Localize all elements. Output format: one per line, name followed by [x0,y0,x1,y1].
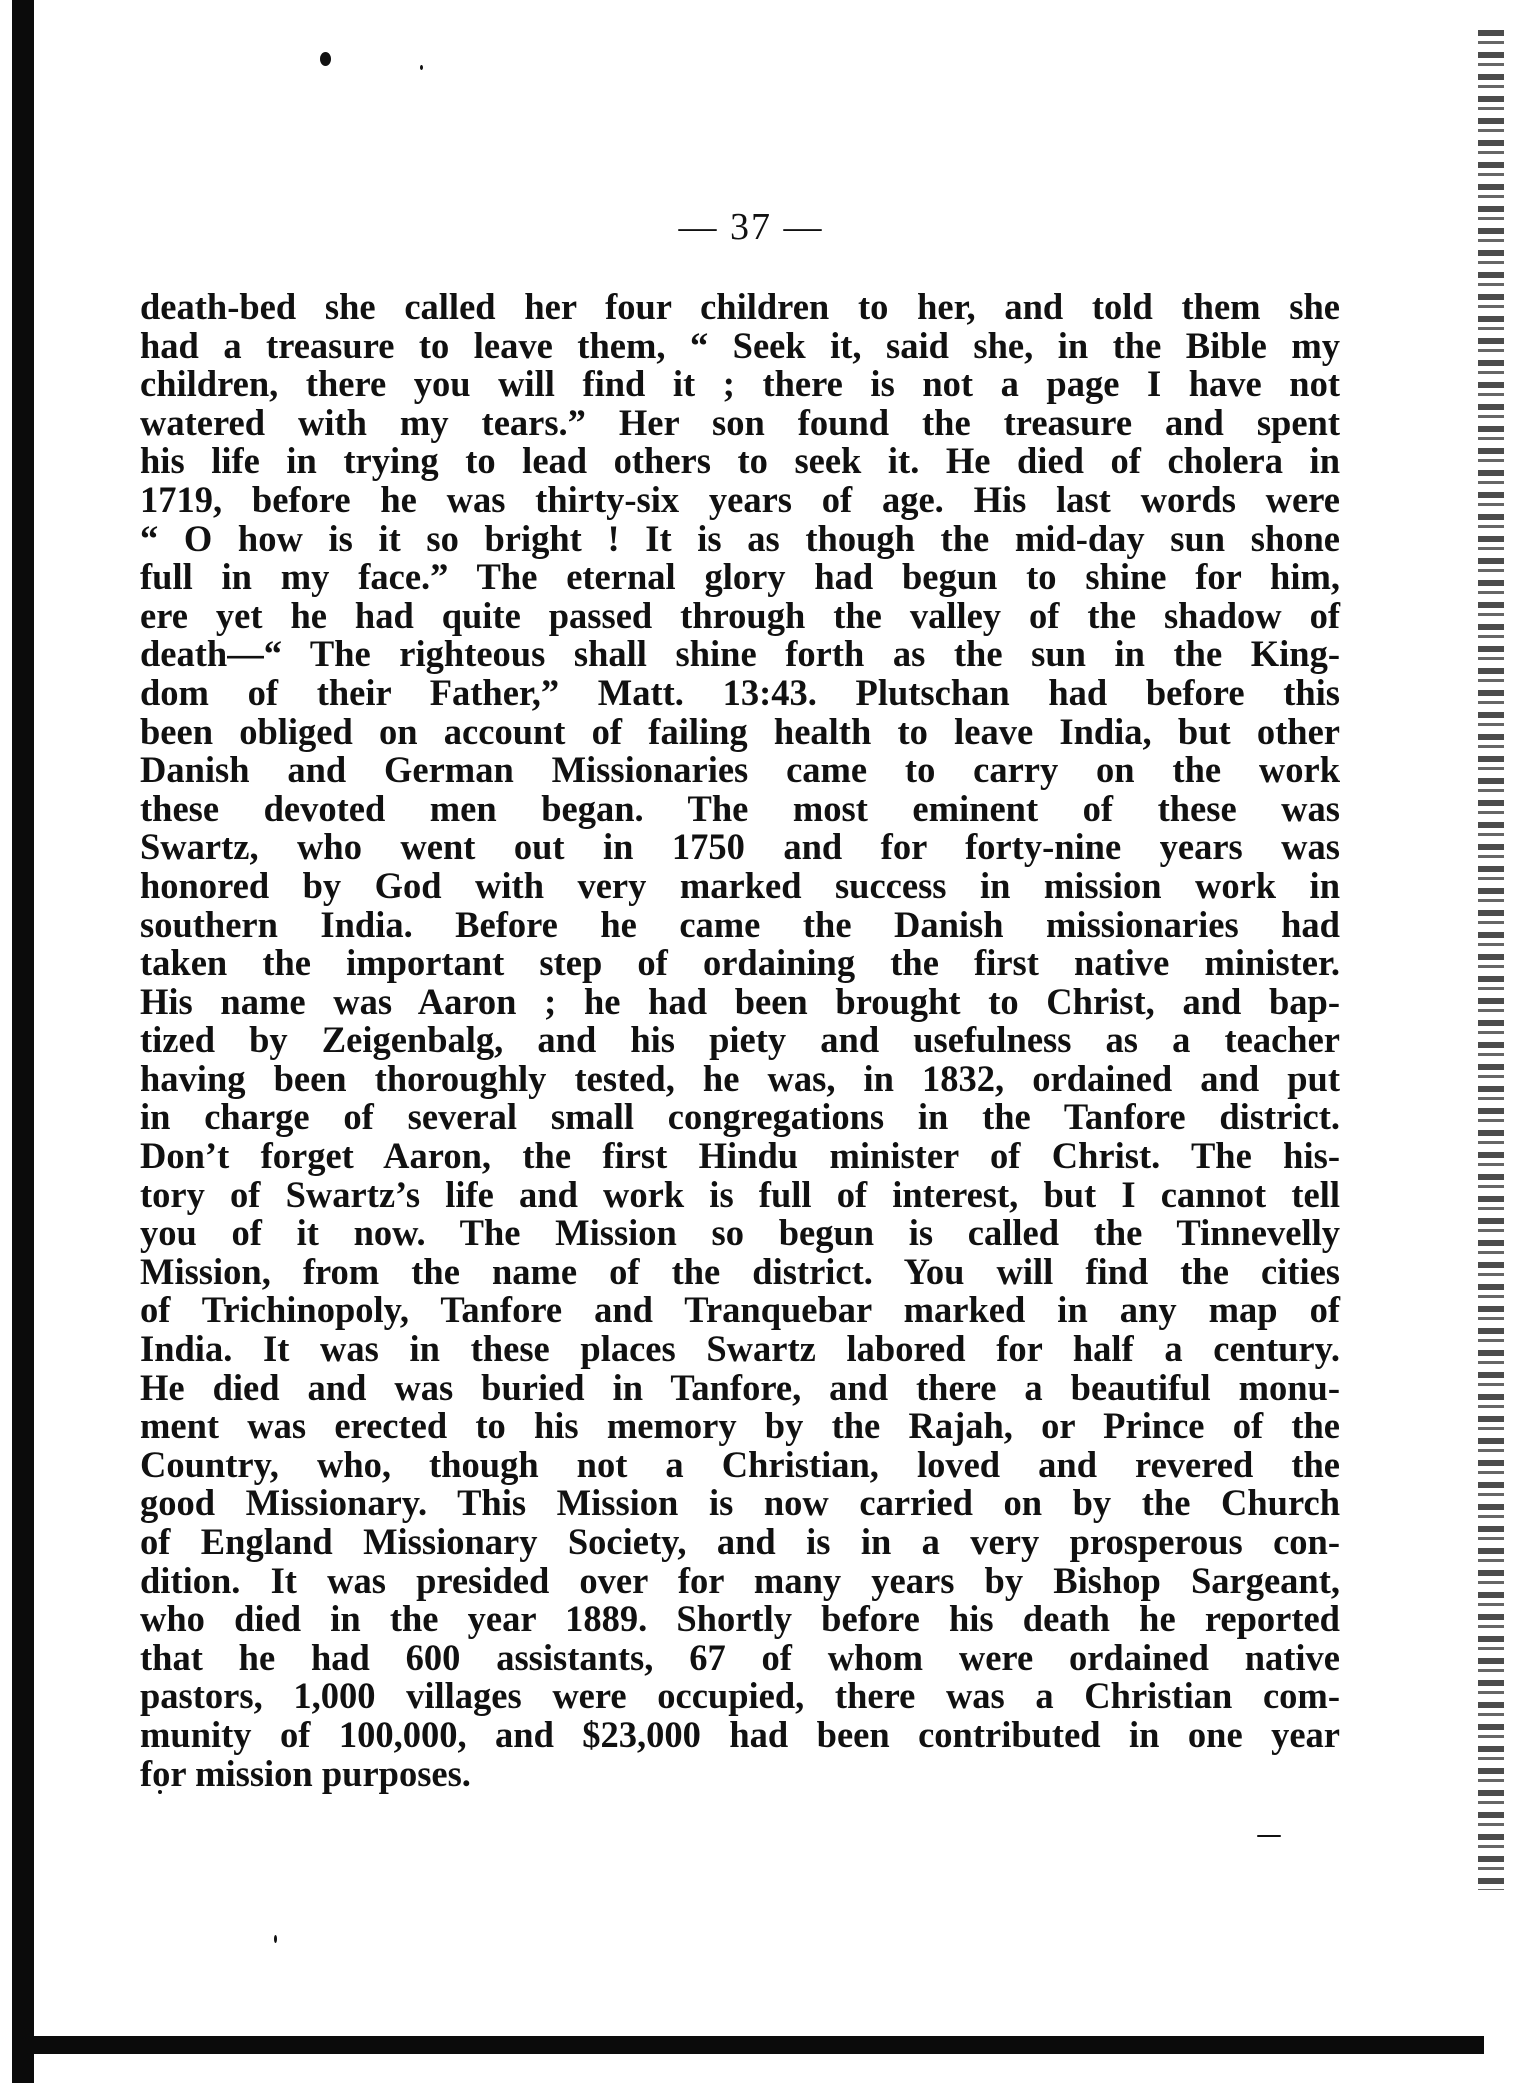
text-line: taken the important step of ordaining the first native minister. [140,942,1340,984]
text-line: He died and was buried in Tanfore, and there a beautiful monu- [140,1366,1340,1408]
text-line: tory of Swartz’s life and work is full of interest, but I cannot tell [140,1173,1340,1215]
scan-edge-right [1478,30,1504,1890]
text-line: been obliged on account of failing health to leave India, but other [140,710,1340,752]
text-line: Mission, from the name of the district. You will find the cities [140,1250,1340,1292]
text-line: watered with my tears.” Her son found the treasure and spent [140,401,1340,443]
text-line: “ O how is it so bright ! It is as though the mid-day sun shone [140,517,1340,559]
text-line: Don’t forget Aaron, the first Hindu minister of Christ. The his- [140,1135,1340,1177]
ink-speck [420,65,423,70]
text-line: of Trichinopoly, Tanfore and Tranquebar marked in any map of [140,1289,1340,1331]
text-line: dom of their Father,” Matt. 13:43. Plutschan had before this [140,671,1340,713]
body-text [140,288,1340,1793]
text-line: death-bed she called her four children to her, and told them she [140,286,1340,327]
text-line: you of it now. The Mission so begun is called the Tinnevelly [140,1212,1340,1254]
page-number: — 37 — [678,206,824,248]
text-line: that he had 600 assistants, 67 of whom were ordained native [140,1636,1340,1678]
text-line: dition. It was presided over for many years by Bishop Sargeant, [140,1559,1340,1601]
ink-speck [1257,1835,1281,1837]
text-line: India. It was in these places Swartz labored for half a century. [140,1328,1340,1370]
scan-edge-bottom [34,2036,1484,2054]
text-line: children, there you will find it ; there is not a page I have not [140,363,1340,405]
text-line: good Missionary. This Mission is now carried on by the Church [140,1482,1340,1524]
text-line: had a treasure to leave them, “ Seek it, said she, in the Bible my [140,324,1340,366]
text-line: full in my face.” The eternal glory had begun to shine for him, [140,556,1340,598]
text-line: having been thoroughly tested, he was, in 1832, ordained and put [140,1057,1340,1099]
text-line: for mission purposes. [140,1752,471,1794]
ink-speck [320,52,331,66]
scan-edge-left [12,0,34,2083]
text-line: of England Missionary Society, and is in a very prosperous con- [140,1521,1340,1562]
text-line: honored by God with very marked success in mission work in [140,864,1340,906]
text-line: in charge of several small congregations in the Tanfore district. [140,1096,1340,1138]
text-line: pastors, 1,000 villages were occupied, there was a Christian com- [140,1675,1340,1717]
ink-speck [274,1935,277,1943]
text-line: Danish and German Missionaries came to carry on the work [140,749,1340,791]
text-line: tized by Zeigenbalg, and his piety and usefulness as a teacher [140,1019,1340,1061]
text-line: death—“ The righteous shall shine forth as the sun in the King- [140,633,1340,675]
text-line: these devoted men began. The most eminent of these was [140,787,1340,829]
text-line: ment was erected to his memory by the Rajah, or Prince of the [140,1405,1340,1447]
text-line: southern India. Before he came the Danish missionaries had [140,903,1340,945]
text-line: 1719, before he was thirty-six years of age. His last words were [140,478,1340,520]
text-line: who died in the year 1889. Shortly before his death he reported [140,1598,1340,1640]
text-line: His name was Aaron ; he had been brought to Christ, and bap- [140,980,1340,1022]
text-line: ere yet he had quite passed through the valley of the shadow of [140,594,1340,636]
text-line: his life in trying to lead others to seek it. He died of cholera in [140,440,1340,482]
text-line: Country, who, though not a Christian, loved and revered the [140,1443,1340,1485]
text-line: Swartz, who went out in 1750 and for forty-nine years was [140,826,1340,868]
text-line: munity of 100,000, and $23,000 had been contributed in one year [140,1713,1340,1755]
